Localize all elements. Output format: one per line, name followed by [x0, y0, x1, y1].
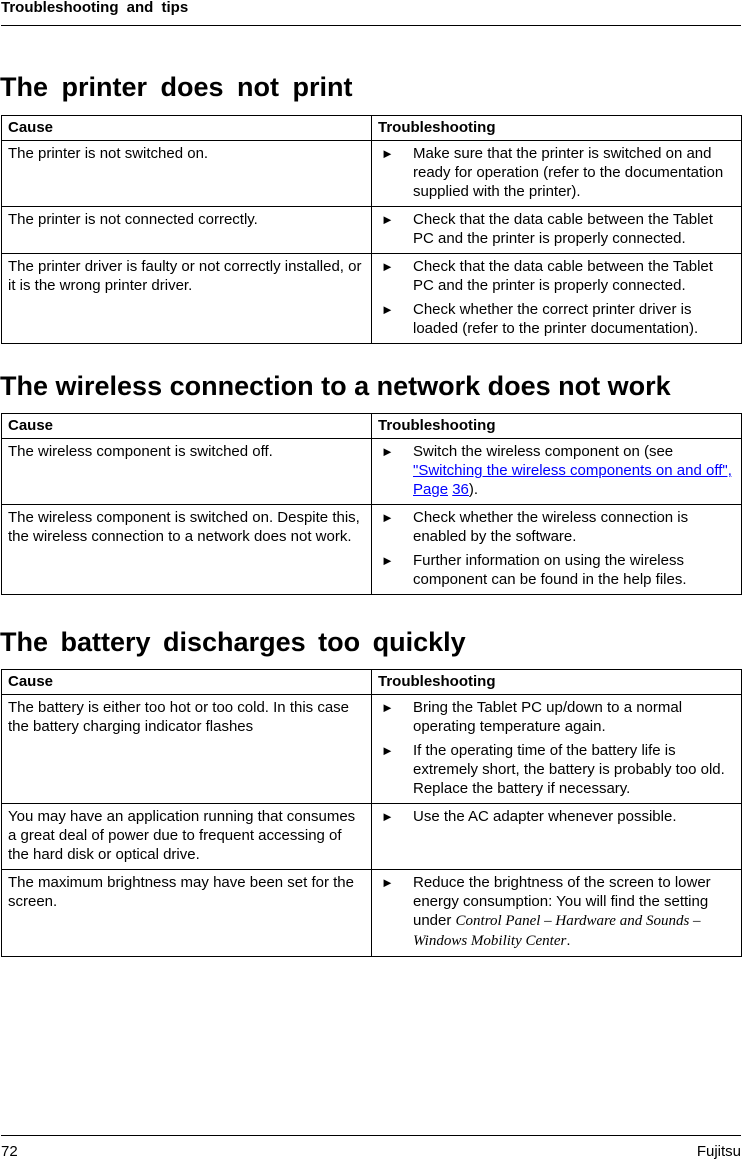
printer-troubleshooting-table — [1, 115, 742, 344]
bullet-text: Check whether the correct printer driver is loaded (refer to the printer documentation). — [413, 301, 699, 337]
column-header-troubleshooting: Troubleshooting — [372, 414, 742, 439]
troubleshooting-cell — [372, 870, 742, 957]
column-header-cause: Cause — [2, 414, 372, 439]
bullet-item — [378, 508, 735, 546]
table-row — [2, 439, 742, 505]
bullet-item — [378, 741, 735, 798]
table-row — [2, 804, 742, 870]
bullet-text — [413, 873, 735, 951]
arrow-bullet-icon: ► — [381, 743, 394, 758]
cause-cell: The printer driver is faulty or not correctly installed, or it is the wrong printer driver. — [2, 254, 372, 344]
bullet-text: Make sure that the printer is switched on and ready for operation (refer to the documentation supplied with the printer). — [413, 145, 724, 200]
arrow-bullet-icon: ► — [381, 553, 394, 568]
bullet-item — [378, 144, 735, 201]
table-row — [2, 695, 742, 804]
bullet-text: Check whether the wireless connection is enabled by the software. — [413, 509, 689, 545]
section-title-battery: The battery discharges too quickly — [0, 627, 466, 657]
column-header-cause: Cause — [2, 116, 372, 141]
table-row — [2, 505, 742, 595]
arrow-bullet-icon: ► — [381, 444, 394, 459]
troubleshooting-cell — [372, 695, 742, 804]
table-row — [2, 141, 742, 207]
bullet-item — [378, 442, 735, 499]
bullet-item — [378, 698, 735, 736]
page-number: 72 — [1, 1143, 18, 1160]
arrow-bullet-icon: ► — [381, 212, 394, 227]
cause-cell: The battery is either too hot or too cold. In this case the battery charging indicator flashes — [2, 695, 372, 804]
column-header-troubleshooting: Troubleshooting — [372, 116, 742, 141]
bullet-item — [378, 807, 735, 826]
arrow-bullet-icon: ► — [381, 302, 394, 317]
bullet-text-prefix: Reduce the brightness of the screen to lower energy consumption: You will find the setting under — [413, 874, 711, 929]
bullet-item — [378, 873, 735, 951]
arrow-bullet-icon: ► — [381, 146, 394, 161]
bullet-text: Further information on using the wireless component can be found in the help files. — [413, 552, 687, 588]
arrow-bullet-icon: ► — [381, 510, 394, 525]
bullet-item — [378, 300, 735, 338]
table-row — [2, 254, 742, 344]
bullet-text-prefix: Switch the wireless component on (see — [413, 443, 674, 460]
table-header-row — [2, 116, 742, 141]
bullet-text-suffix: ). — [468, 481, 479, 498]
troubleshooting-cell — [372, 141, 742, 207]
page-reference-link[interactable]: 36 — [452, 481, 469, 498]
bullet-text — [413, 442, 735, 499]
section-title-printer: The printer does not print — [0, 72, 353, 102]
table-row — [2, 207, 742, 254]
bullet-text: Use the AC adapter whenever possible. — [413, 808, 677, 825]
cause-cell: The maximum brightness may have been set for the screen. — [2, 870, 372, 957]
bullet-text: Bring the Tablet PC up/down to a normal operating temperature again. — [413, 699, 683, 735]
table-row — [2, 870, 742, 957]
page-footer — [1, 1135, 741, 1160]
wireless-troubleshooting-table — [1, 413, 742, 595]
arrow-bullet-icon: ► — [381, 875, 394, 890]
table-header-row — [2, 414, 742, 439]
arrow-bullet-icon: ► — [381, 700, 394, 715]
table-header-row — [2, 670, 742, 695]
arrow-bullet-icon: ► — [381, 809, 394, 824]
bullet-text: Check that the data cable between the Tablet PC and the printer is properly connected. — [413, 258, 713, 294]
troubleshooting-cell — [372, 505, 742, 595]
battery-troubleshooting-table — [1, 669, 742, 957]
cause-cell: The wireless component is switched off. — [2, 439, 372, 505]
column-header-troubleshooting: Troubleshooting — [372, 670, 742, 695]
bullet-text: Check that the data cable between the Tablet PC and the printer is properly connected. — [413, 211, 713, 247]
cross-reference-link[interactable]: "Switching the wireless components on and off", Page — [413, 462, 732, 498]
menu-path: Control Panel – Hardware and Sounds – Windows Mobility Center — [413, 913, 701, 949]
troubleshooting-cell — [372, 804, 742, 870]
brand-name: Fujitsu — [696, 1143, 741, 1160]
bullet-text: If the operating time of the battery life is extremely short, the battery is probably too old. Replace the battery if necessary. — [413, 742, 725, 797]
troubleshooting-cell — [372, 254, 742, 344]
column-header-cause: Cause — [2, 670, 372, 695]
bullet-item — [378, 551, 735, 589]
cause-cell: You may have an application running that consumes a great deal of power due to frequent accessing of the hard disk or optical drive. — [2, 804, 372, 870]
bullet-text-suffix: . — [566, 932, 571, 949]
cause-cell: The printer is not switched on. — [2, 141, 372, 207]
page-header — [1, 0, 741, 26]
cause-cell: The wireless component is switched on. Despite this, the wireless connection to a network does not work. — [2, 505, 372, 595]
troubleshooting-cell — [372, 207, 742, 254]
section-title-wireless: The wireless connection to a network does not work — [0, 371, 671, 401]
troubleshooting-cell — [372, 439, 742, 505]
bullet-item — [378, 257, 735, 295]
cause-cell: The printer is not connected correctly. — [2, 207, 372, 254]
bullet-item — [378, 210, 735, 248]
arrow-bullet-icon: ► — [381, 259, 394, 274]
running-header-title: Troubleshooting and tips — [1, 0, 189, 16]
